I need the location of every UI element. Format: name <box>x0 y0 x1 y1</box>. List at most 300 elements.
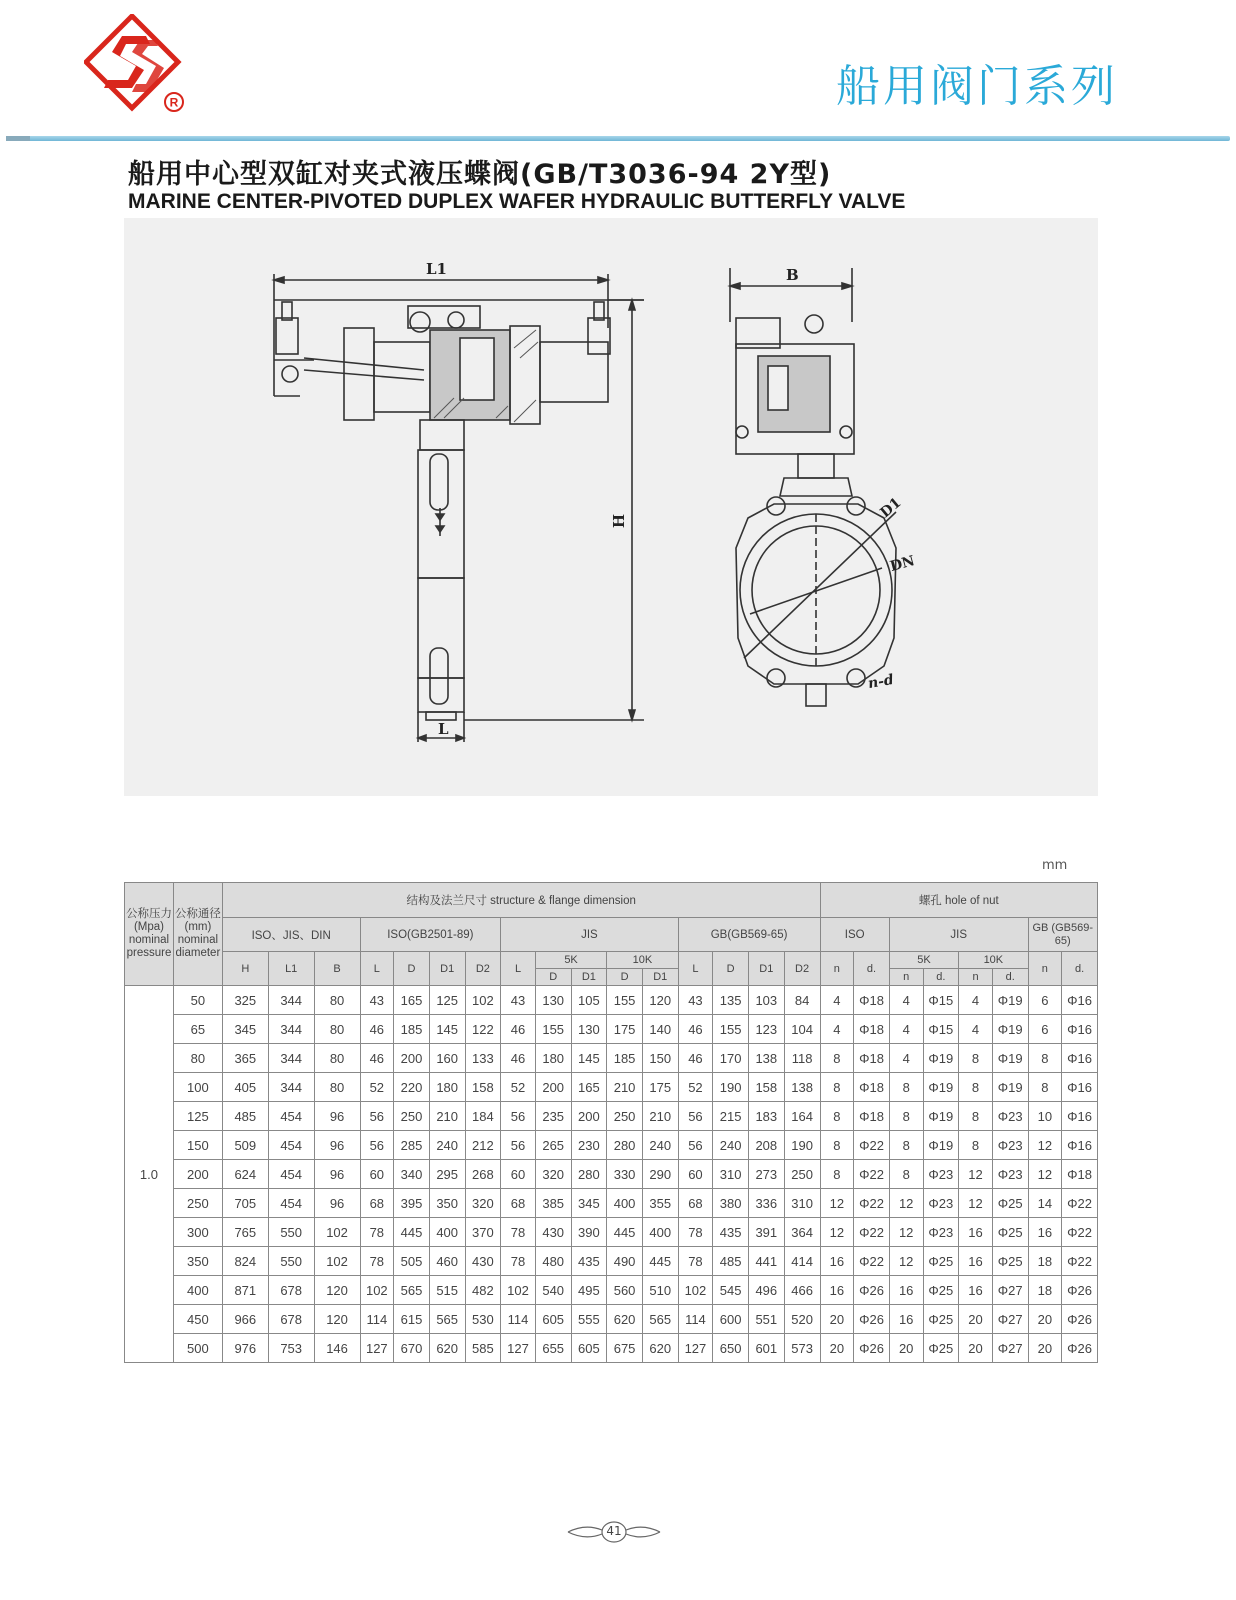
table-cell: 670 <box>394 1334 430 1363</box>
col-gb-d2: D2 <box>784 952 820 986</box>
table-cell: 675 <box>607 1334 643 1363</box>
group-hole-jis: JIS <box>889 918 1028 952</box>
table-row <box>125 1189 1098 1218</box>
table-cell: 210 <box>607 1073 643 1102</box>
table-cell: 78 <box>501 1247 536 1276</box>
table-cell: 80 <box>173 1044 222 1073</box>
table-cell: 12 <box>820 1218 854 1247</box>
table-cell: 46 <box>678 1015 713 1044</box>
table-cell: Φ22 <box>1062 1247 1098 1276</box>
table-cell: 340 <box>394 1160 430 1189</box>
table-cell: 8 <box>820 1102 854 1131</box>
table-cell: 385 <box>535 1189 571 1218</box>
table-row <box>125 1160 1098 1189</box>
table-cell: 250 <box>784 1160 820 1189</box>
table-cell: 295 <box>429 1160 465 1189</box>
table-cell: 12 <box>959 1160 993 1189</box>
table-cell: 430 <box>465 1247 501 1276</box>
table-cell: 12 <box>889 1218 923 1247</box>
table-cell: 190 <box>713 1073 749 1102</box>
table-cell: 56 <box>678 1102 713 1131</box>
table-row <box>125 1218 1098 1247</box>
table-cell: 336 <box>748 1189 784 1218</box>
table-cell: 78 <box>501 1218 536 1247</box>
table-cell: 390 <box>571 1218 607 1247</box>
dim-label-nd: n-d <box>866 671 895 693</box>
table-cell: 96 <box>314 1160 360 1189</box>
valve-drawing <box>124 218 1098 796</box>
table-cell: 140 <box>642 1015 678 1044</box>
table-cell: 80 <box>314 986 360 1015</box>
table-row <box>125 1073 1098 1102</box>
table-cell: 320 <box>465 1189 501 1218</box>
header-divider <box>6 136 1230 141</box>
table-cell: 96 <box>314 1131 360 1160</box>
table-cell: 565 <box>394 1276 430 1305</box>
col-10k-d1: D1 <box>642 969 678 986</box>
table-cell: 454 <box>268 1131 314 1160</box>
table-cell: 16 <box>959 1218 993 1247</box>
table-cell: 8 <box>889 1131 923 1160</box>
table-cell: 250 <box>607 1102 643 1131</box>
table-cell: 150 <box>642 1044 678 1073</box>
table-cell: 585 <box>465 1334 501 1363</box>
table-cell: 705 <box>222 1189 268 1218</box>
table-cell: 102 <box>314 1247 360 1276</box>
dim-label-h: H <box>610 513 629 529</box>
table-cell: 545 <box>713 1276 749 1305</box>
table-cell: 364 <box>784 1218 820 1247</box>
table-cell: 330 <box>607 1160 643 1189</box>
table-cell: 122 <box>465 1015 501 1044</box>
table-cell: 485 <box>713 1247 749 1276</box>
table-cell: Φ16 <box>1062 1073 1098 1102</box>
table-cell: 500 <box>173 1334 222 1363</box>
table-cell: Φ22 <box>854 1189 890 1218</box>
table-cell: 185 <box>607 1044 643 1073</box>
table-cell: 56 <box>678 1131 713 1160</box>
table-cell: 530 <box>465 1305 501 1334</box>
table-row <box>125 1044 1098 1073</box>
table-cell: Φ26 <box>854 1276 890 1305</box>
table-cell: 620 <box>607 1305 643 1334</box>
table-cell: 620 <box>429 1334 465 1363</box>
table-cell: 16 <box>959 1247 993 1276</box>
table-cell: 130 <box>571 1015 607 1044</box>
table-cell: 8 <box>1028 1073 1062 1102</box>
col-5k-n: n <box>889 969 923 986</box>
table-cell: 435 <box>571 1247 607 1276</box>
table-cell: 20 <box>820 1305 854 1334</box>
table-cell: 56 <box>360 1102 394 1131</box>
table-cell: 4 <box>820 1015 854 1044</box>
table-cell: 441 <box>748 1247 784 1276</box>
table-cell: 550 <box>268 1247 314 1276</box>
table-cell: 551 <box>748 1305 784 1334</box>
table-cell: Φ26 <box>1062 1276 1098 1305</box>
table-cell: 165 <box>394 986 430 1015</box>
table-cell: 365 <box>222 1044 268 1073</box>
table-cell: 120 <box>314 1276 360 1305</box>
table-cell: 43 <box>678 986 713 1015</box>
table-cell: 509 <box>222 1131 268 1160</box>
table-cell: 46 <box>678 1044 713 1073</box>
table-cell: 445 <box>394 1218 430 1247</box>
table-cell: 445 <box>642 1247 678 1276</box>
table-cell: 650 <box>713 1334 749 1363</box>
table-cell: 102 <box>465 986 501 1015</box>
table-cell: 138 <box>784 1073 820 1102</box>
table-cell: 102 <box>314 1218 360 1247</box>
col-jis-l: L <box>501 952 536 986</box>
table-cell: 12 <box>959 1189 993 1218</box>
table-cell: 515 <box>429 1276 465 1305</box>
col-d: D <box>394 952 430 986</box>
table-cell: 966 <box>222 1305 268 1334</box>
table-cell: 138 <box>748 1044 784 1073</box>
col-gb-dd: d. <box>1062 952 1098 986</box>
table-cell: 280 <box>571 1160 607 1189</box>
table-cell: 454 <box>268 1189 314 1218</box>
table-cell: Φ19 <box>923 1073 959 1102</box>
table-cell: 133 <box>465 1044 501 1073</box>
table-cell: 280 <box>607 1131 643 1160</box>
table-cell: Φ25 <box>923 1305 959 1334</box>
table-row <box>125 1247 1098 1276</box>
table-cell: 320 <box>535 1160 571 1189</box>
table-cell: 8 <box>1028 1044 1062 1073</box>
table-cell: 310 <box>713 1160 749 1189</box>
table-cell: 120 <box>314 1305 360 1334</box>
table-cell: 510 <box>642 1276 678 1305</box>
table-cell: 605 <box>571 1334 607 1363</box>
table-cell: 16 <box>889 1276 923 1305</box>
table-cell: Φ16 <box>1062 1102 1098 1131</box>
table-cell: 454 <box>268 1102 314 1131</box>
unit-label: mm <box>1042 858 1068 873</box>
col-5k-d: D <box>535 969 571 986</box>
col-h: H <box>222 952 268 986</box>
col-gb-n: n <box>1028 952 1062 986</box>
group-gb: GB(GB569-65) <box>678 918 820 952</box>
table-row <box>125 1276 1098 1305</box>
table-cell: 150 <box>173 1131 222 1160</box>
table-cell: 114 <box>360 1305 394 1334</box>
table-row <box>125 1015 1098 1044</box>
table-cell: Φ25 <box>923 1247 959 1276</box>
table-cell: 130 <box>535 986 571 1015</box>
table-cell: 200 <box>173 1160 222 1189</box>
col-header-hole: 螺孔 hole of nut <box>820 883 1097 918</box>
table-cell: 8 <box>889 1102 923 1131</box>
table-cell: Φ16 <box>1062 1015 1098 1044</box>
table-cell: 268 <box>465 1160 501 1189</box>
table-cell: 20 <box>1028 1334 1062 1363</box>
table-cell: 175 <box>642 1073 678 1102</box>
table-cell: 158 <box>465 1073 501 1102</box>
table-cell: Φ23 <box>992 1160 1028 1189</box>
table-cell: 80 <box>314 1073 360 1102</box>
table-cell: 8 <box>889 1160 923 1189</box>
table-cell: 68 <box>501 1189 536 1218</box>
table-cell: 240 <box>713 1131 749 1160</box>
table-cell: 102 <box>678 1276 713 1305</box>
table-cell: 4 <box>889 986 923 1015</box>
table-cell: 485 <box>222 1102 268 1131</box>
table-cell: 215 <box>713 1102 749 1131</box>
col-l1: L1 <box>268 952 314 986</box>
table-cell: Φ23 <box>923 1218 959 1247</box>
table-cell: 175 <box>607 1015 643 1044</box>
table-cell: 180 <box>535 1044 571 1073</box>
col-l: L <box>360 952 394 986</box>
table-cell: 84 <box>784 986 820 1015</box>
table-cell: 10 <box>1028 1102 1062 1131</box>
table-cell: 345 <box>571 1189 607 1218</box>
table-cell: 540 <box>535 1276 571 1305</box>
table-row <box>125 1334 1098 1363</box>
table-cell: 123 <box>748 1015 784 1044</box>
table-cell: 52 <box>501 1073 536 1102</box>
table-cell: 435 <box>713 1218 749 1247</box>
table-cell: Φ26 <box>1062 1334 1098 1363</box>
table-cell: Φ22 <box>854 1218 890 1247</box>
table-cell: 505 <box>394 1247 430 1276</box>
table-cell: 400 <box>607 1189 643 1218</box>
table-cell: 550 <box>268 1218 314 1247</box>
table-cell: 46 <box>501 1044 536 1073</box>
table-cell: Φ26 <box>1062 1305 1098 1334</box>
group-hole-gb: GB (GB569-65) <box>1028 918 1097 952</box>
table-cell: 355 <box>642 1189 678 1218</box>
table-cell: 655 <box>535 1334 571 1363</box>
table-cell: 490 <box>607 1247 643 1276</box>
table-cell: 414 <box>784 1247 820 1276</box>
table-cell: Φ18 <box>854 1015 890 1044</box>
page-number-label: 41 <box>606 1524 622 1538</box>
col-header-structure: 结构及法兰尺寸 structure & flange dimension <box>222 883 820 918</box>
table-cell: 96 <box>314 1102 360 1131</box>
table-cell: 8 <box>820 1044 854 1073</box>
dim-label-l: L <box>438 720 449 738</box>
table-row <box>125 986 1098 1015</box>
col-gb-l: L <box>678 952 713 986</box>
table-cell: 127 <box>678 1334 713 1363</box>
table-cell: 200 <box>394 1044 430 1073</box>
table-cell: 344 <box>268 1015 314 1044</box>
table-cell: 160 <box>429 1044 465 1073</box>
table-cell: 180 <box>429 1073 465 1102</box>
col-10k-d: D <box>607 969 643 986</box>
table-cell: 605 <box>535 1305 571 1334</box>
table-cell: 127 <box>501 1334 536 1363</box>
table-cell: 8 <box>959 1102 993 1131</box>
table-cell: 290 <box>642 1160 678 1189</box>
table-cell: 200 <box>535 1073 571 1102</box>
table-cell: Φ27 <box>992 1305 1028 1334</box>
table-cell: 46 <box>360 1044 394 1073</box>
table-cell: 240 <box>429 1131 465 1160</box>
table-cell: 145 <box>571 1044 607 1073</box>
table-cell: 127 <box>360 1334 394 1363</box>
table-cell: 16 <box>1028 1218 1062 1247</box>
table-cell: Φ22 <box>1062 1218 1098 1247</box>
table-cell: 624 <box>222 1160 268 1189</box>
table-cell: 6 <box>1028 1015 1062 1044</box>
dim-label-dn: DN <box>888 553 917 575</box>
table-cell: 80 <box>314 1044 360 1073</box>
table-cell: Φ19 <box>923 1044 959 1073</box>
table-cell: Φ15 <box>923 1015 959 1044</box>
table-cell: 78 <box>678 1218 713 1247</box>
group-hole-iso: ISO <box>820 918 889 952</box>
table-cell: 102 <box>360 1276 394 1305</box>
table-cell: 80 <box>314 1015 360 1044</box>
table-cell: 400 <box>429 1218 465 1247</box>
table-cell: 400 <box>173 1276 222 1305</box>
table-cell: Φ16 <box>1062 1131 1098 1160</box>
table-cell: Φ26 <box>854 1305 890 1334</box>
table-cell: 16 <box>889 1305 923 1334</box>
table-cell: 12 <box>889 1189 923 1218</box>
spec-table <box>124 882 1098 1363</box>
table-cell: 68 <box>360 1189 394 1218</box>
table-cell: Φ25 <box>923 1334 959 1363</box>
table-cell: Φ22 <box>854 1247 890 1276</box>
table-cell: 60 <box>678 1160 713 1189</box>
group-jis: JIS <box>501 918 678 952</box>
table-cell: Φ22 <box>854 1160 890 1189</box>
table-cell: 4 <box>959 1015 993 1044</box>
table-cell: 16 <box>959 1276 993 1305</box>
table-cell: 12 <box>1028 1131 1062 1160</box>
table-cell: 6 <box>1028 986 1062 1015</box>
table-cell: Φ22 <box>1062 1189 1098 1218</box>
table-cell: 184 <box>465 1102 501 1131</box>
col-jis-10k: 10K <box>607 952 678 969</box>
group-iso-jis-din: ISO、JIS、DIN <box>222 918 360 952</box>
table-cell: 495 <box>571 1276 607 1305</box>
table-cell: 8 <box>820 1160 854 1189</box>
table-cell: 250 <box>173 1189 222 1218</box>
col-iso-n: n <box>820 952 854 986</box>
table-cell: Φ23 <box>992 1102 1028 1131</box>
company-logo <box>84 14 190 114</box>
table-cell: 46 <box>501 1015 536 1044</box>
table-cell: Φ19 <box>923 1131 959 1160</box>
table-cell: Φ19 <box>923 1102 959 1131</box>
table-cell: 103 <box>748 986 784 1015</box>
col-5k-dd: d. <box>923 969 959 986</box>
table-cell: 114 <box>501 1305 536 1334</box>
table-cell: Φ18 <box>854 986 890 1015</box>
table-cell: 380 <box>713 1189 749 1218</box>
col-d1: D1 <box>429 952 465 986</box>
table-cell: 145 <box>429 1015 465 1044</box>
col-hole-5k: 5K <box>889 952 958 969</box>
table-cell: Φ23 <box>923 1160 959 1189</box>
table-cell: 350 <box>429 1189 465 1218</box>
table-cell: 344 <box>268 1044 314 1073</box>
table-cell: 678 <box>268 1305 314 1334</box>
table-cell: 60 <box>360 1160 394 1189</box>
table-cell: 220 <box>394 1073 430 1102</box>
table-cell: 450 <box>173 1305 222 1334</box>
table-cell: 345 <box>222 1015 268 1044</box>
table-cell: 183 <box>748 1102 784 1131</box>
table-cell: 96 <box>314 1189 360 1218</box>
table-cell: 114 <box>678 1305 713 1334</box>
table-cell: 8 <box>820 1131 854 1160</box>
table-cell: 4 <box>889 1044 923 1073</box>
table-cell: 18 <box>1028 1247 1062 1276</box>
table-cell: 78 <box>360 1247 394 1276</box>
table-cell: 615 <box>394 1305 430 1334</box>
table-cell: Φ25 <box>992 1189 1028 1218</box>
table-cell: Φ25 <box>992 1218 1028 1247</box>
table-cell: 482 <box>465 1276 501 1305</box>
table-cell: 4 <box>889 1015 923 1044</box>
table-cell: Φ18 <box>854 1073 890 1102</box>
table-cell: 4 <box>820 986 854 1015</box>
table-cell: 265 <box>535 1131 571 1160</box>
group-iso-gb: ISO(GB2501-89) <box>360 918 501 952</box>
table-cell: 200 <box>571 1102 607 1131</box>
table-cell: 405 <box>222 1073 268 1102</box>
table-cell: 185 <box>394 1015 430 1044</box>
col-d2: D2 <box>465 952 501 986</box>
table-cell: 20 <box>820 1334 854 1363</box>
svg-text:R: R <box>169 95 179 110</box>
table-cell: 8 <box>959 1131 993 1160</box>
table-cell: Φ22 <box>854 1131 890 1160</box>
table-cell: 678 <box>268 1276 314 1305</box>
table-cell: Φ23 <box>992 1131 1028 1160</box>
table-cell: 560 <box>607 1276 643 1305</box>
product-title-cn: 船用中心型双缸对夹式液压蝶阀(GB/T3036-94 2Y型) <box>128 159 832 190</box>
table-row <box>125 1305 1098 1334</box>
table-row <box>125 1102 1098 1131</box>
table-cell: 68 <box>678 1189 713 1218</box>
table-cell: Φ18 <box>854 1102 890 1131</box>
table-cell: 400 <box>642 1218 678 1247</box>
col-iso-d: d. <box>854 952 890 986</box>
table-cell: 20 <box>1028 1305 1062 1334</box>
table-cell: Φ26 <box>854 1334 890 1363</box>
col-gb-d: D <box>713 952 749 986</box>
table-cell: 104 <box>784 1015 820 1044</box>
table-cell: 50 <box>173 986 222 1015</box>
table-cell: 325 <box>222 986 268 1015</box>
table-cell: 46 <box>360 1015 394 1044</box>
table-cell: 78 <box>678 1247 713 1276</box>
table-cell: Φ19 <box>992 1073 1028 1102</box>
table-cell: 344 <box>268 1073 314 1102</box>
table-cell: Φ15 <box>923 986 959 1015</box>
table-cell: 273 <box>748 1160 784 1189</box>
table-cell: 135 <box>713 986 749 1015</box>
table-cell: 445 <box>607 1218 643 1247</box>
table-cell: 125 <box>173 1102 222 1131</box>
table-cell: 310 <box>784 1189 820 1218</box>
table-cell: 753 <box>268 1334 314 1363</box>
table-cell: 8 <box>889 1073 923 1102</box>
table-cell: 230 <box>571 1131 607 1160</box>
dim-label-l1: L1 <box>426 260 447 278</box>
col-10k-n: n <box>959 969 993 986</box>
table-cell: 573 <box>784 1334 820 1363</box>
table-cell: 20 <box>959 1334 993 1363</box>
